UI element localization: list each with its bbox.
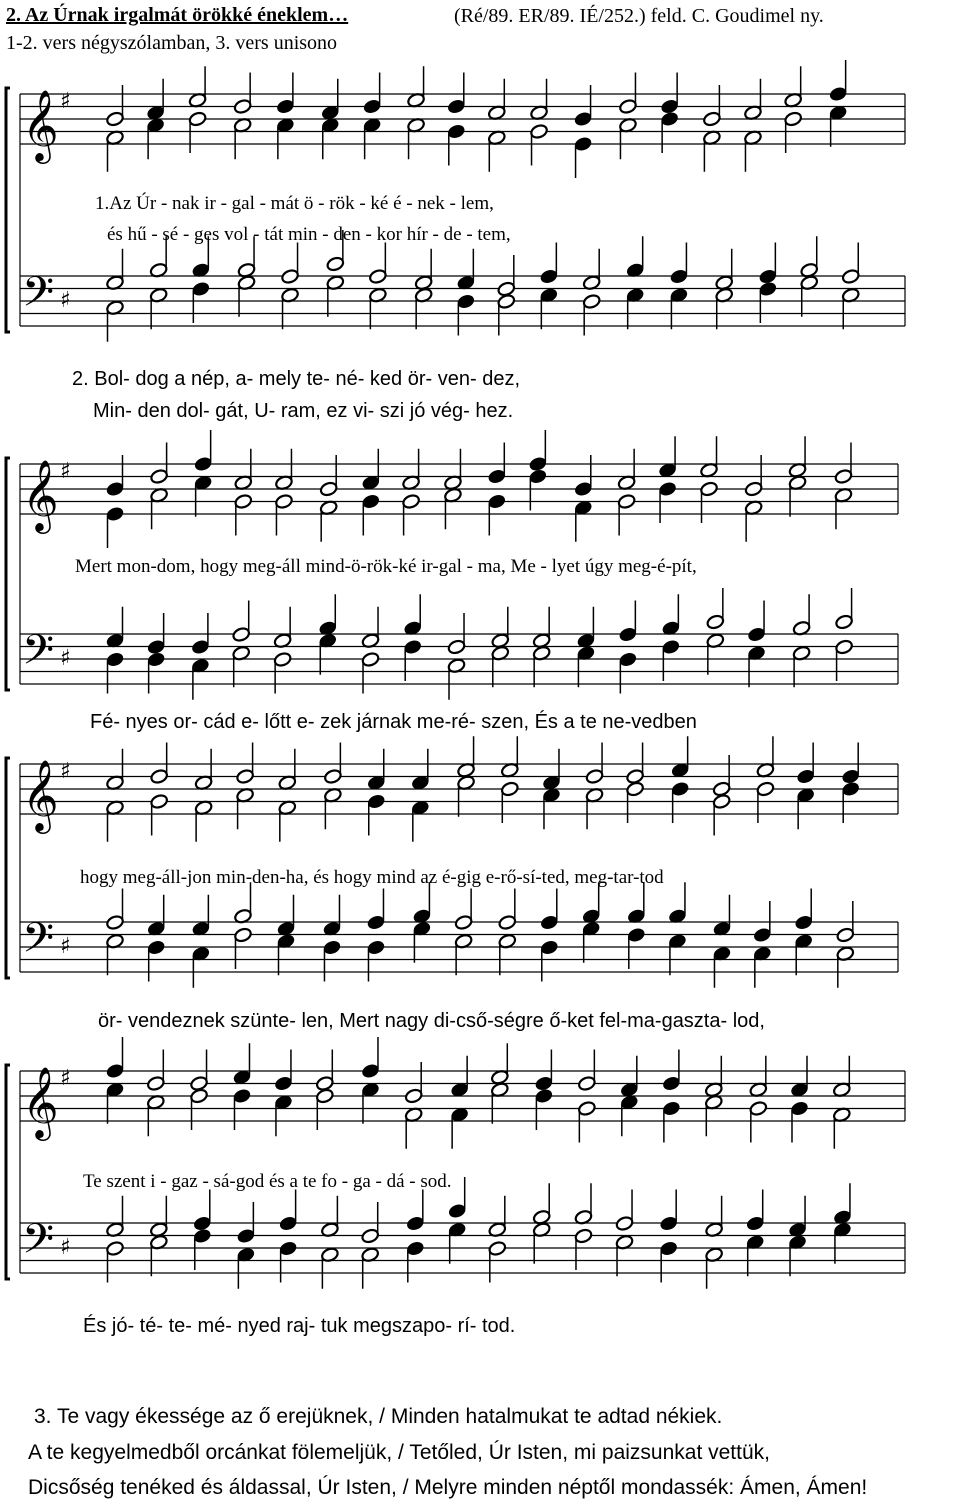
note-upper bbox=[105, 749, 124, 791]
note-lower bbox=[457, 775, 476, 817]
note-upper bbox=[532, 1183, 551, 1225]
note-upper bbox=[105, 607, 124, 649]
note-lower bbox=[706, 633, 725, 675]
sharp-icon: ♯ bbox=[60, 759, 71, 784]
note-lower bbox=[712, 946, 731, 988]
note-lower bbox=[835, 639, 854, 681]
sharp-icon: ♯ bbox=[60, 1066, 71, 1091]
note-lower bbox=[147, 939, 166, 981]
lyric-line: Te szent i - gaz - sá-god és a te fo - ga - dá - sod. bbox=[83, 1171, 452, 1192]
note-upper bbox=[361, 449, 380, 491]
note-upper bbox=[321, 79, 340, 121]
note-lower bbox=[147, 651, 166, 693]
note-upper bbox=[758, 243, 777, 285]
note-lower bbox=[794, 933, 813, 975]
note-upper bbox=[188, 66, 207, 108]
note-lower bbox=[194, 800, 213, 842]
note-lower bbox=[454, 933, 473, 975]
note-upper bbox=[788, 436, 807, 478]
note-lower bbox=[668, 933, 687, 975]
sharp-icon: ♯ bbox=[60, 934, 71, 959]
note-upper bbox=[540, 889, 559, 931]
note-upper bbox=[368, 243, 387, 285]
sharp-icon: ♯ bbox=[60, 288, 71, 313]
note-lower bbox=[574, 1228, 593, 1270]
note-lower bbox=[191, 946, 210, 988]
note-lower bbox=[746, 1234, 765, 1276]
note-lower bbox=[233, 927, 252, 969]
note-upper bbox=[105, 889, 124, 931]
note-lower bbox=[788, 475, 807, 517]
lyric-line: És jó- té- te- mé- nyed raj- tuk megszapo- rí- tod. bbox=[83, 1315, 516, 1337]
note-upper bbox=[454, 889, 473, 931]
note-upper bbox=[833, 1183, 852, 1225]
note-lower bbox=[532, 1222, 551, 1264]
note-lower bbox=[361, 1082, 380, 1124]
note-upper bbox=[498, 889, 517, 931]
hymn-title: 2. Az Úrnak irgalmát örökké éneklem… bbox=[6, 4, 349, 26]
note-upper bbox=[532, 607, 551, 649]
note-upper bbox=[406, 1190, 425, 1232]
note-upper bbox=[784, 66, 803, 108]
treble-clef-icon: 𝄞 bbox=[22, 1065, 59, 1138]
note-upper bbox=[414, 249, 433, 291]
note-upper bbox=[671, 736, 690, 778]
note-lower bbox=[274, 1094, 293, 1136]
lyric-line: Min- den dol- gát, U- ram, ez vi- szi jó vég- hez. bbox=[93, 400, 514, 422]
note-upper bbox=[792, 594, 811, 636]
note-upper bbox=[617, 449, 636, 491]
note-upper bbox=[800, 236, 819, 278]
note-lower bbox=[574, 136, 593, 178]
note-upper bbox=[191, 895, 210, 937]
note-lower bbox=[834, 487, 853, 529]
note-lower bbox=[659, 1240, 678, 1282]
stanza-3-line-2: A te kegyelmedből orcánkat fölemeljük, / Tetőled, Úr Isten, mi paizsunkat vettük, bbox=[28, 1441, 770, 1464]
note-lower bbox=[788, 1234, 807, 1276]
note-lower bbox=[236, 787, 255, 829]
sharp-icon: ♯ bbox=[60, 459, 71, 484]
note-lower bbox=[149, 1234, 168, 1276]
stanza-3-line-1: 3. Te vagy ékessége az ő erejüknek, / Minden hatalmukat te adtad nékiek. bbox=[34, 1405, 723, 1428]
note-upper bbox=[749, 1056, 768, 1098]
note-lower bbox=[491, 645, 510, 687]
note-lower bbox=[146, 117, 165, 159]
note-lower bbox=[832, 1107, 851, 1149]
note-lower bbox=[403, 639, 422, 681]
note-upper bbox=[322, 895, 341, 937]
note-upper bbox=[457, 736, 476, 778]
note-lower bbox=[448, 1222, 467, 1264]
note-upper bbox=[582, 249, 601, 291]
note-lower bbox=[498, 933, 517, 975]
note-lower bbox=[323, 787, 342, 829]
note-lower bbox=[361, 1247, 380, 1289]
note-lower bbox=[149, 287, 168, 329]
note-lower bbox=[105, 1082, 124, 1124]
note-lower bbox=[497, 293, 516, 335]
note-lower bbox=[366, 939, 385, 981]
note-lower bbox=[744, 500, 763, 542]
note-upper bbox=[149, 1196, 168, 1238]
note-lower bbox=[281, 287, 300, 329]
note-upper bbox=[747, 601, 766, 643]
note-lower bbox=[542, 787, 561, 829]
note-lower bbox=[105, 800, 124, 842]
note-upper bbox=[276, 895, 295, 937]
bass-clef-icon: 𝄢 bbox=[22, 268, 55, 326]
note-upper bbox=[712, 895, 731, 937]
note-upper bbox=[366, 889, 385, 931]
note-lower bbox=[273, 651, 292, 693]
note-lower bbox=[319, 500, 338, 542]
note-lower bbox=[836, 946, 855, 988]
note-upper bbox=[146, 79, 165, 121]
note-lower bbox=[194, 475, 213, 517]
lyric-line: hogy meg-áll-jon min-den-ha, és hogy mind az é-gig e-rő-sí-ted, meg-tar-tod bbox=[80, 867, 664, 888]
note-upper bbox=[194, 749, 213, 791]
bass-clef-icon: 𝄢 bbox=[22, 626, 55, 684]
note-lower bbox=[618, 117, 637, 159]
note-upper bbox=[279, 1190, 298, 1232]
hymn-reference: (Ré/89. ER/89. IÉ/252.) feld. C. Goudimel ny. bbox=[454, 5, 824, 27]
note-upper bbox=[626, 236, 645, 278]
note-upper bbox=[835, 588, 854, 630]
system-bracket bbox=[6, 1065, 10, 1279]
note-upper bbox=[361, 607, 380, 649]
note-lower bbox=[443, 487, 462, 529]
note-upper bbox=[788, 1196, 807, 1238]
note-upper bbox=[700, 436, 719, 478]
lyric-line: 1.Az Úr - nak ir - gal - mát ö - rök - ké é - nek - lem, bbox=[95, 193, 494, 214]
note-lower bbox=[669, 287, 688, 329]
note-lower bbox=[540, 939, 559, 981]
note-lower bbox=[576, 645, 595, 687]
note-lower bbox=[321, 117, 340, 159]
note-lower bbox=[105, 300, 124, 342]
note-upper bbox=[615, 1190, 634, 1232]
note-lower bbox=[620, 1094, 639, 1136]
note-lower bbox=[488, 1240, 507, 1282]
lyric-line: Fé- nyes or- cád e- lőtt e- zek járnak me-ré- szen, És a te ne-vedben bbox=[90, 711, 697, 733]
note-upper bbox=[274, 449, 293, 491]
note-lower bbox=[796, 787, 815, 829]
note-upper bbox=[620, 1056, 639, 1098]
note-upper bbox=[832, 1056, 851, 1098]
note-lower bbox=[193, 1228, 212, 1270]
note-lower bbox=[490, 1082, 509, 1124]
lyric-line: és hű - sé - ges vol - tát min - den - kor hír - de - tem, bbox=[107, 224, 511, 245]
note-upper bbox=[488, 1196, 507, 1238]
note-upper bbox=[487, 79, 506, 121]
note-upper bbox=[661, 594, 680, 636]
note-lower bbox=[715, 287, 734, 329]
note-lower bbox=[574, 500, 593, 542]
note-lower bbox=[829, 105, 848, 147]
note-lower bbox=[278, 800, 297, 842]
note-upper bbox=[456, 249, 475, 291]
bass-clef-icon: 𝄢 bbox=[22, 1215, 55, 1273]
note-lower bbox=[582, 293, 601, 335]
note-lower bbox=[404, 1107, 423, 1149]
note-lower bbox=[276, 117, 295, 159]
system-bracket bbox=[6, 758, 10, 978]
note-lower bbox=[532, 645, 551, 687]
note-lower bbox=[414, 287, 433, 329]
note-upper bbox=[668, 882, 687, 924]
note-lower bbox=[792, 645, 811, 687]
note-lower bbox=[105, 933, 124, 975]
note-upper bbox=[194, 430, 213, 472]
note-lower bbox=[585, 787, 604, 829]
note-upper bbox=[232, 601, 251, 643]
note-lower bbox=[487, 130, 506, 172]
note-lower bbox=[833, 1222, 852, 1264]
note-lower bbox=[407, 117, 426, 159]
note-upper bbox=[794, 889, 813, 931]
note-upper bbox=[743, 79, 762, 121]
note-lower bbox=[146, 1094, 165, 1136]
note-upper bbox=[704, 1056, 723, 1098]
note-lower bbox=[150, 487, 169, 529]
note-lower bbox=[626, 287, 645, 329]
note-lower bbox=[320, 1247, 339, 1289]
note-upper bbox=[278, 749, 297, 791]
note-upper bbox=[320, 1196, 339, 1238]
note-lower bbox=[615, 1234, 634, 1276]
note-upper bbox=[829, 60, 848, 102]
note-upper bbox=[576, 607, 595, 649]
note-upper bbox=[193, 1190, 212, 1232]
note-lower bbox=[237, 275, 256, 317]
note-lower bbox=[236, 1247, 255, 1289]
note-upper bbox=[402, 449, 421, 491]
note-upper bbox=[715, 249, 734, 291]
note-upper bbox=[234, 449, 253, 491]
note-lower bbox=[747, 645, 766, 687]
note-upper bbox=[105, 249, 124, 291]
note-upper bbox=[361, 1037, 380, 1079]
hymn-subtitle: 1-2. vers négyszólamban, 3. vers unisono bbox=[6, 32, 338, 54]
treble-clef-icon: 𝄞 bbox=[22, 88, 59, 161]
note-upper bbox=[450, 1056, 469, 1098]
note-upper bbox=[841, 243, 860, 285]
note-upper bbox=[706, 588, 725, 630]
note-lower bbox=[539, 287, 558, 329]
note-upper bbox=[403, 594, 422, 636]
note-lower bbox=[456, 293, 475, 335]
note-lower bbox=[702, 130, 721, 172]
sharp-icon: ♯ bbox=[60, 1235, 71, 1260]
lyric-line: Mert mon-dom, hogy meg-áll mind-ö-rök-ké ir-gal - ma, Me - lyet úgy meg-é-pít, bbox=[75, 556, 697, 577]
note-upper bbox=[367, 749, 386, 791]
note-lower bbox=[704, 1094, 723, 1136]
lyric-line: ör- vendeznek szünte- len, Mert nagy di-cső-ségre ő-ket fel-ma-gaszta- lod, bbox=[98, 1010, 765, 1032]
note-lower bbox=[411, 800, 430, 842]
note-lower bbox=[105, 651, 124, 693]
note-lower bbox=[322, 939, 341, 981]
note-lower bbox=[326, 275, 345, 317]
lyric-line: 2. Bol- dog a nép, a- mely te- né- ked ör- ven- dez, bbox=[72, 368, 520, 390]
system-bracket bbox=[6, 88, 10, 332]
note-upper bbox=[790, 1056, 809, 1098]
note-upper bbox=[491, 607, 510, 649]
note-lower bbox=[279, 1240, 298, 1282]
note-lower bbox=[743, 130, 762, 172]
note-lower bbox=[191, 658, 210, 700]
note-lower bbox=[105, 1240, 124, 1282]
note-upper bbox=[530, 79, 549, 121]
note-upper bbox=[147, 895, 166, 937]
note-upper bbox=[542, 749, 561, 791]
note-lower bbox=[627, 927, 646, 969]
note-lower bbox=[618, 651, 637, 693]
note-lower bbox=[450, 1107, 469, 1149]
note-upper bbox=[669, 243, 688, 285]
note-upper bbox=[411, 749, 430, 791]
note-lower bbox=[447, 658, 466, 700]
note-lower bbox=[276, 933, 295, 975]
note-lower bbox=[105, 130, 124, 172]
stanza-3-line-3: Dicsőség tenéked és áldassal, Úr Isten, / Melyre minden néptől mondassék: Ámen, Ámen! bbox=[28, 1476, 868, 1499]
note-upper bbox=[318, 594, 337, 636]
note-lower bbox=[406, 1240, 425, 1282]
note-lower bbox=[105, 506, 124, 548]
note-lower bbox=[363, 117, 382, 159]
bass-clef-icon: 𝄢 bbox=[22, 914, 55, 972]
note-upper bbox=[574, 1183, 593, 1225]
note-upper bbox=[528, 430, 547, 472]
note-lower bbox=[758, 281, 777, 323]
note-lower bbox=[412, 921, 431, 963]
note-lower bbox=[705, 1247, 724, 1289]
note-upper bbox=[756, 736, 775, 778]
note-upper bbox=[658, 436, 677, 478]
music-system-1 bbox=[0, 84, 960, 354]
sharp-icon: ♯ bbox=[60, 646, 71, 671]
note-upper bbox=[273, 607, 292, 649]
note-lower bbox=[233, 117, 252, 159]
note-upper bbox=[105, 1196, 124, 1238]
note-upper bbox=[490, 1043, 509, 1085]
note-upper bbox=[407, 66, 426, 108]
note-lower bbox=[232, 645, 251, 687]
note-upper bbox=[618, 601, 637, 643]
note-upper bbox=[746, 1190, 765, 1232]
note-lower bbox=[191, 281, 210, 323]
note-upper bbox=[659, 1190, 678, 1232]
system-bracket bbox=[6, 458, 10, 690]
note-upper bbox=[500, 736, 519, 778]
sharp-icon: ♯ bbox=[60, 89, 71, 114]
note-lower bbox=[800, 275, 819, 317]
note-lower bbox=[841, 287, 860, 329]
note-lower bbox=[753, 946, 772, 988]
note-lower bbox=[361, 651, 380, 693]
note-upper bbox=[539, 243, 558, 285]
note-upper bbox=[281, 243, 300, 285]
note-lower bbox=[368, 287, 387, 329]
treble-clef-icon: 𝄞 bbox=[22, 458, 59, 531]
note-lower bbox=[318, 633, 337, 675]
note-upper bbox=[443, 449, 462, 491]
note-upper bbox=[705, 1196, 724, 1238]
note-lower bbox=[661, 639, 680, 681]
note-upper bbox=[232, 1043, 251, 1085]
note-lower bbox=[582, 921, 601, 963]
note-upper bbox=[105, 1037, 124, 1079]
treble-clef-icon: 𝄞 bbox=[22, 758, 59, 831]
